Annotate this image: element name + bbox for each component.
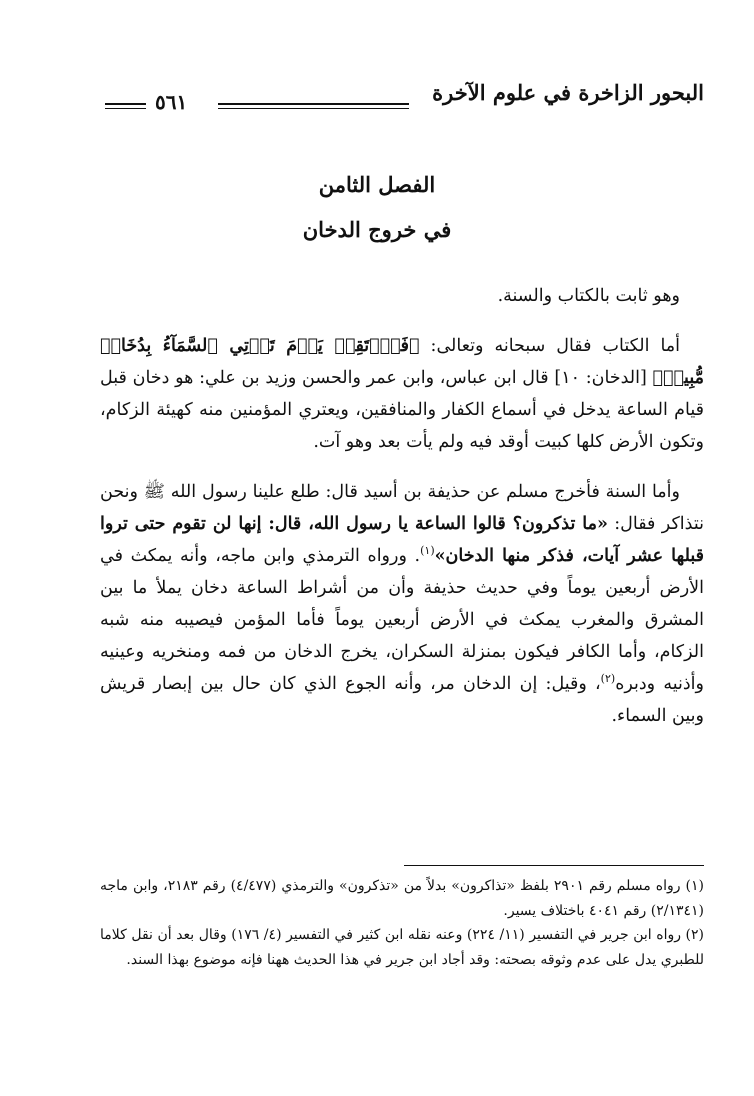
- chapter-subtitle: في خروج الدخان: [302, 217, 452, 242]
- chapter-title: الفصل الثامن: [318, 172, 436, 197]
- header-rule-right: [218, 103, 409, 109]
- footnote-rule: [404, 865, 704, 866]
- paragraph-3-middle: . ورواه الترمذي وابن ماجه، وأنه يمكث في الأرض أربعين يوماً وفي حديث حذيفة وأن من أشراط الساعة دخان يملأ ما بين المشرق والمغرب يمكث في الأرض أربعين يوماً فأما المؤمن فيصيبه منه شبه الزكام، وأما الكافر فيكون بمنزلة السكران، يخرج الدخان من فمه ومنخريه وعينيه وأذنيه ودبره: [100, 546, 704, 694]
- paragraph-2-intro: أما الكتاب فقال سبحانه وتعالى:: [430, 336, 681, 356]
- footnote-ref-1: (١): [420, 544, 435, 558]
- quran-verse: ﴿فَٱرۡتَقِبۡ يَوۡمَ تَأۡتِي ٱلسَّمَآءُ بِدُخَانٖ مُّبِينٖ﴾: [100, 336, 704, 388]
- hadith-quote: «ما تذكرون؟ قالوا الساعة يا رسول الله، قال: إنها لن تقوم حتى تروا قبلها عشر آيات، فذكر منها الدخان»: [100, 514, 705, 566]
- paragraph-3-intro: وأما السنة فأخرج مسلم عن حذيفة بن أسيد قال: طلع علينا رسول الله ﷺ ونحن نتذاكر فقال:: [100, 482, 704, 534]
- footnote-2: (٢) رواه ابن جرير في التفسير (١١/ ٢٢٤) وعنه نقله ابن كثير في التفسير (٤/ ١٧٦) وقال بعد أن نقل كلاما للطبري يدل على عدم وثوقه بصحته: وقد أجاد ابن جرير في هذا الحديث ههنا فإنه موضوع بهذا السند.: [100, 927, 705, 968]
- header-rule-left: [105, 103, 146, 109]
- page-number: ٥٦١: [155, 90, 188, 114]
- paragraph-2-rest: [الدخان: ١٠] قال ابن عباس، وابن عمر والحسن وزيد بن علي: هو دخان قبل قيام الساعة يدخل في أسماع الكفار والمنافقين، ويعتري المؤمنين منه كهيئة الزكام، وتكون الأرض كلها كبيت أوقد فيه ولم يأت بعد وهو آت.: [100, 368, 704, 452]
- body-text: [100, 280, 704, 750]
- running-header-title: البحور الزاخرة في علوم الآخرة: [432, 80, 704, 105]
- paragraph-2: [100, 330, 704, 458]
- paragraph-1: وهو ثابت بالكتاب والسنة.: [497, 286, 680, 306]
- paragraph-3-end: ، وقيل: إن الدخان مر، وأنه الجوع الذي كان حال بين إبصار قريش وبين السماء.: [100, 674, 704, 726]
- footnotes: [100, 874, 704, 972]
- footnote-1: (١) رواه مسلم رقم ٢٩٠١ بلفظ «تذاكرون» بدلاً من «تذكرون» والترمذي (٤/٤٧٧) رقم ٢١٨٣، وابن ماجه (٢/١٣٤١) رقم ٤٠٤١ باختلاف يسير.: [100, 878, 704, 919]
- footnote-ref-2: (٢): [600, 672, 616, 686]
- paragraph-3: [100, 476, 704, 732]
